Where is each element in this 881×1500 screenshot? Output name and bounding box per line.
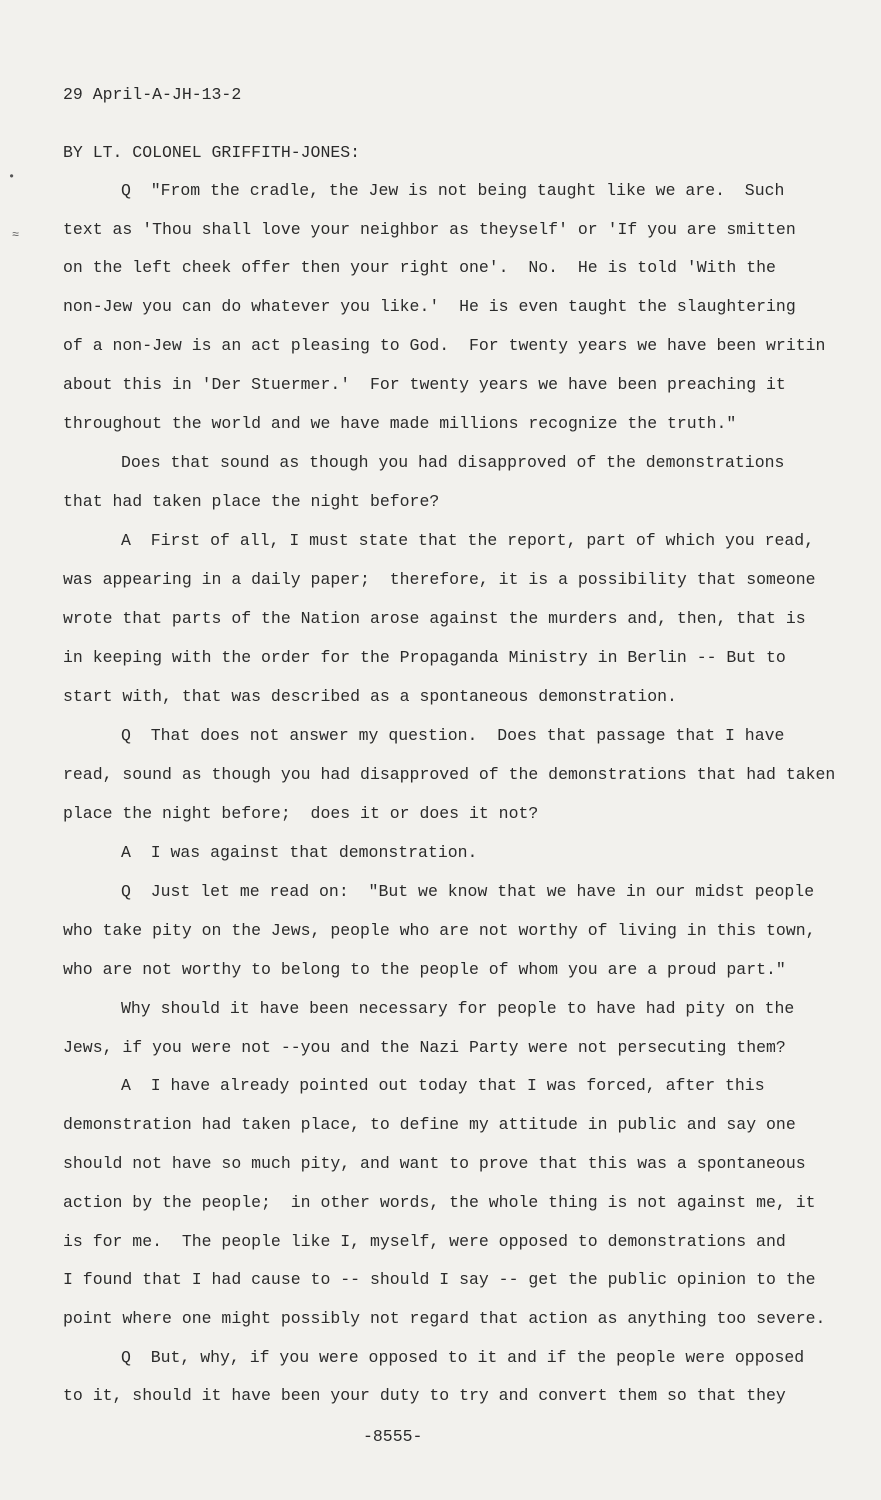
- transcript-line: demonstration had taken place, to define my attitude in public and say one: [63, 1115, 796, 1134]
- transcript-line: A I was against that demonstration.: [121, 843, 478, 862]
- transcript-line: action by the people; in other words, the whole thing is not against me, it: [63, 1193, 816, 1212]
- transcript-line: who take pity on the Jews, people who are not worthy of living in this town,: [63, 921, 816, 940]
- examiner-heading: BY LT. COLONEL GRIFFITH-JONES:: [63, 143, 361, 162]
- transcript-line: text as 'Thou shall love your neighbor as theyself' or 'If you are smitten: [63, 220, 796, 239]
- transcript-line: Does that sound as though you had disapproved of the demonstrations: [121, 453, 785, 472]
- margin-mark: ≈: [12, 228, 20, 242]
- transcript-line: I found that I had cause to -- should I say -- get the public opinion to the: [63, 1270, 816, 1289]
- transcript-line: non-Jew you can do whatever you like.' He is even taught the slaughtering: [63, 297, 796, 316]
- transcript-line: is for me. The people like I, myself, were opposed to demonstrations and: [63, 1232, 786, 1251]
- transcript-line: Jews, if you were not --you and the Nazi Party were not persecuting them?: [63, 1038, 786, 1057]
- transcript-line: read, sound as though you had disapproved of the demonstrations that had taken: [63, 765, 836, 784]
- transcript-line: in keeping with the order for the Propaganda Ministry in Berlin -- But to: [63, 648, 786, 667]
- transcript-line: throughout the world and we have made millions recognize the truth.": [63, 414, 737, 433]
- transcript-line: start with, that was described as a spontaneous demonstration.: [63, 687, 677, 706]
- document-reference: 29 April-A-JH-13-2: [63, 85, 242, 104]
- transcript-line: was appearing in a daily paper; therefore, it is a possibility that someone: [63, 570, 816, 589]
- transcript-line: A First of all, I must state that the report, part of which you read,: [121, 531, 815, 550]
- transcript-line: on the left cheek offer then your right one'. No. He is told 'With the: [63, 258, 776, 277]
- transcript-line: to it, should it have been your duty to try and convert them so that they: [63, 1386, 786, 1405]
- transcript-line: should not have so much pity, and want to prove that this was a spontaneous: [63, 1154, 806, 1173]
- transcript-line: point where one might possibly not regard that action as anything too severe.: [63, 1309, 826, 1328]
- transcript-line: that had taken place the night before?: [63, 492, 440, 511]
- transcript-line: Q But, why, if you were opposed to it and if the people were opposed: [121, 1348, 805, 1367]
- margin-mark: •: [8, 170, 16, 184]
- transcript-line: Q That does not answer my question. Does that passage that I have: [121, 726, 785, 745]
- transcript-line: wrote that parts of the Nation arose against the murders and, then, that is: [63, 609, 806, 628]
- transcript-line: Why should it have been necessary for people to have had pity on the: [121, 999, 795, 1018]
- transcript-line: A I have already pointed out today that I was forced, after this: [121, 1076, 765, 1095]
- transcript-line: of a non-Jew is an act pleasing to God. For twenty years we have been writin: [63, 336, 826, 355]
- transcript-line: who are not worthy to belong to the people of whom you are a proud part.": [63, 960, 786, 979]
- transcript-line: Q "From the cradle, the Jew is not being taught like we are. Such: [121, 181, 785, 200]
- page-number: -8555-: [363, 1427, 423, 1446]
- transcript-line: Q Just let me read on: "But we know that we have in our midst people: [121, 882, 815, 901]
- transcript-line: place the night before; does it or does it not?: [63, 804, 539, 823]
- transcript-line: about this in 'Der Stuermer.' For twenty years we have been preaching it: [63, 375, 786, 394]
